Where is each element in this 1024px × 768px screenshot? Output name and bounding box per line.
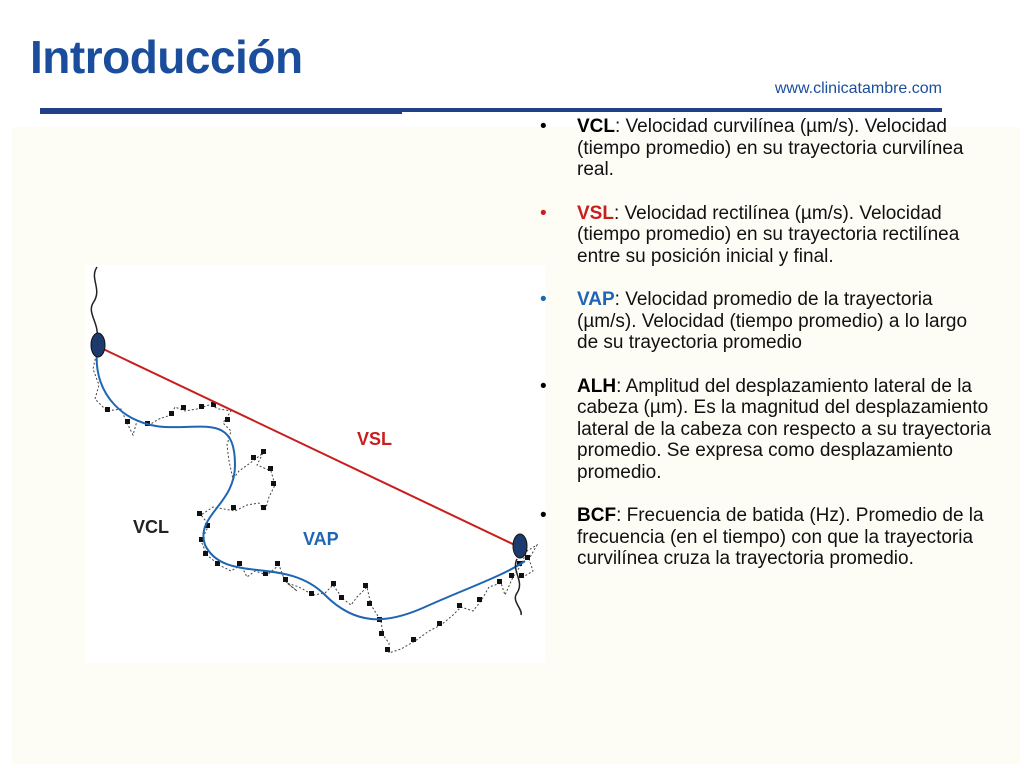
term-vsl: VSL bbox=[577, 202, 614, 224]
sperm-trajectory-figure bbox=[85, 265, 545, 663]
bullet-dot: • bbox=[540, 202, 547, 224]
definition-bcf bbox=[540, 505, 992, 570]
definition-text: : Velocidad rectilínea (µm/s). Velocidad (tiempo promedio) en su trayectoria rectilínea entre su posición inicial y final. bbox=[577, 202, 960, 267]
term-vcl: VCL bbox=[577, 116, 615, 137]
term-vap: VAP bbox=[577, 289, 615, 310]
term-alh: ALH bbox=[577, 375, 617, 397]
title-underline-thick bbox=[40, 108, 402, 114]
start-head bbox=[91, 333, 105, 357]
title-underline-thin bbox=[400, 108, 942, 112]
website-link[interactable]: www.clinicatambre.com bbox=[774, 80, 942, 97]
definition-text: : Frecuencia de batida (Hz). Promedio de la frecuencia (en el tiempo) con que la trayectoria curvilínea cruza la trayectoria promedio. bbox=[577, 505, 984, 569]
end-head bbox=[513, 534, 527, 558]
definition-vap bbox=[540, 289, 992, 354]
bullet-dot: • bbox=[540, 375, 547, 397]
bullet-dot: • bbox=[540, 505, 547, 526]
bullet-dot: • bbox=[540, 116, 547, 137]
vcl-path bbox=[93, 351, 537, 653]
definition-text: : Amplitud del desplazamiento lateral de la cabeza (µm). Es la magnitud del desplazamiento lateral de la cabeza con respecto a su trayectoria promedio. Se expresa como desplazamiento promedio. bbox=[577, 375, 992, 483]
bullet-dot: • bbox=[540, 289, 547, 310]
slide-title: Introducción bbox=[30, 31, 303, 83]
vap-label: VAP bbox=[303, 529, 339, 549]
definition-vsl bbox=[540, 203, 992, 268]
definition-alh bbox=[540, 376, 992, 484]
definition-text: : Velocidad curvilínea (µm/s). Velocidad (tiempo promedio) en su trayectoria curvilínea real. bbox=[577, 116, 964, 180]
vcl-label: VCL bbox=[133, 517, 169, 537]
definition-vcl bbox=[540, 116, 992, 181]
definitions-list bbox=[540, 116, 992, 592]
end-tail bbox=[515, 559, 521, 615]
trajectory-diagram bbox=[85, 265, 545, 663]
vsl-label: VSL bbox=[357, 429, 393, 449]
start-tail bbox=[91, 267, 97, 337]
vap-path bbox=[97, 351, 525, 619]
term-bcf: BCF bbox=[577, 505, 617, 526]
definition-text: : Velocidad promedio de la trayectoria (µm/s). Velocidad (tiempo promedio) a lo largo de su trayectoria promedio bbox=[577, 289, 968, 353]
